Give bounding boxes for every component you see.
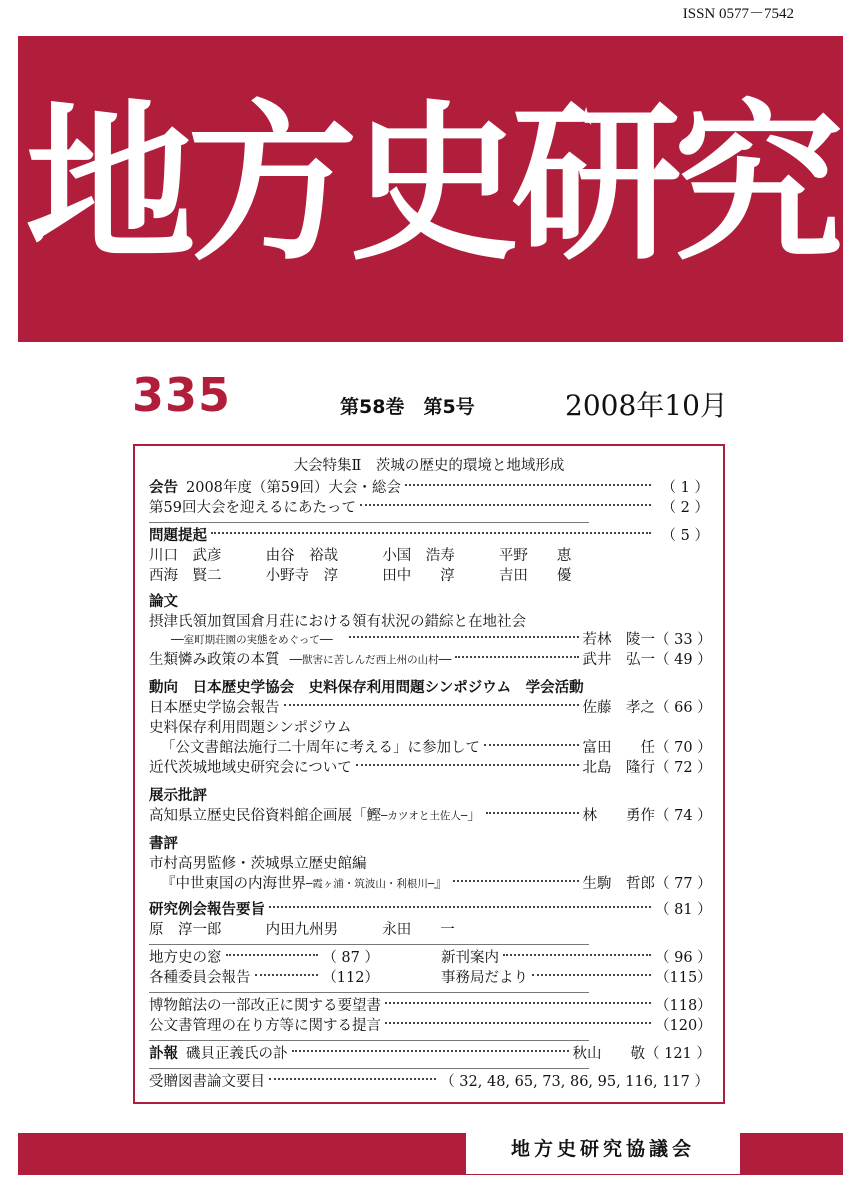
leader-dots xyxy=(484,744,579,746)
toc-entry xyxy=(149,612,709,632)
entry-subtitle: ─霞ヶ浦・筑波山・利根川─ xyxy=(306,878,435,890)
toc-entry xyxy=(149,1044,709,1064)
separator xyxy=(149,522,589,523)
misc-row xyxy=(149,948,712,968)
leader-dots xyxy=(255,974,319,976)
separator xyxy=(149,1068,589,1069)
entry-author: 秋山 敬 xyxy=(572,1046,645,1062)
leader-dots xyxy=(385,1022,651,1024)
page-number: （115） xyxy=(655,970,712,986)
issue-date: 2008年10月 xyxy=(565,389,728,422)
section-label: 書評 xyxy=(149,836,178,852)
page-number: （ 33 ） xyxy=(655,632,712,648)
section-label: 訃報 xyxy=(149,1046,178,1062)
leader-dots xyxy=(503,954,651,956)
author-row xyxy=(149,920,709,940)
toc-entry xyxy=(441,948,712,968)
section-label: 論文 xyxy=(149,594,178,610)
author-row xyxy=(149,566,709,586)
entry-title: 新刊案内 xyxy=(441,950,499,966)
entry-title: 博物館法の一部改正に関する要望書 xyxy=(149,998,381,1014)
entry-title: 近代茨城地域史研究会について xyxy=(149,760,352,776)
section-label: 展示批評 xyxy=(149,788,207,804)
toc-entry xyxy=(441,968,712,988)
separator xyxy=(149,1040,589,1041)
issue-number: 335 xyxy=(132,368,232,422)
page-number: （ 81 ） xyxy=(655,902,712,918)
section-label: 会告 xyxy=(149,480,178,496)
toc-entry xyxy=(149,854,709,874)
leader-dots xyxy=(453,880,579,882)
leader-dots xyxy=(226,954,319,956)
entry-subtitle: ─カツオと土佐人─ xyxy=(381,810,468,822)
entry-title: 市村高男監修・茨城県立歴史館編 xyxy=(149,856,367,872)
leader-dots xyxy=(360,504,651,506)
page-number: （ 96 ） xyxy=(655,950,712,966)
entry-author: 北島 隆行 xyxy=(582,760,655,776)
entry-title: 生類憐み政策の本質 xyxy=(149,652,280,668)
entry-title: 高知県立歴史民俗資料館企画展「鰹 xyxy=(149,808,381,824)
entry-title: 史料保存利用問題シンポジウム xyxy=(149,720,352,736)
leader-dots xyxy=(356,764,579,766)
special-heading xyxy=(149,456,709,476)
entry-subtitle: ──室町期荘園の実態をめぐって── xyxy=(171,634,333,646)
page-number: （ 121 ） xyxy=(645,1046,711,1062)
toc-entry xyxy=(149,478,709,498)
toc-entry xyxy=(149,698,712,718)
entry-author: 武井 弘一 xyxy=(582,652,655,668)
toc-entry xyxy=(149,718,709,738)
entry-title: 日本歴史学協会報告 xyxy=(149,700,280,716)
entry-title: 事務局だより xyxy=(441,970,528,986)
entry-author: 生駒 哲郎 xyxy=(582,876,655,892)
entry-title: 磯貝正義氏の訃 xyxy=(186,1046,288,1062)
section-label: 問題提起 xyxy=(149,528,207,544)
section-label-row xyxy=(149,678,709,698)
page-number: （ 72 ） xyxy=(655,760,712,776)
toc-entry xyxy=(149,968,379,988)
volume-number: 第58巻 第5号 xyxy=(340,396,475,418)
page-number: （ 5 ） xyxy=(661,528,709,544)
table-of-contents xyxy=(133,444,725,1104)
toc-entry xyxy=(149,758,712,778)
page-number: （ 2 ） xyxy=(661,500,709,516)
author-name: 永田 一 xyxy=(382,922,455,938)
page-number: （ 87 ） xyxy=(322,950,379,966)
entry-title-close: 」 xyxy=(467,808,482,824)
entry-author: 若林 陵一 xyxy=(582,632,655,648)
author-name: 平野 恵 xyxy=(498,548,572,564)
page-numbers: （ 32, 48, 65, 73, 86, 95, 116, 117 ） xyxy=(440,1074,709,1090)
leader-dots xyxy=(532,974,651,976)
author-name: 由谷 裕哉 xyxy=(265,548,339,564)
leader-dots xyxy=(385,1002,651,1004)
author-name: 小野寺 淳 xyxy=(265,568,339,584)
entry-title: 2008年度（第59回）大会・総会 xyxy=(186,480,401,496)
page-number: （120） xyxy=(655,1018,712,1034)
toc-entry xyxy=(149,1016,712,1036)
toc-entry xyxy=(149,874,712,894)
section-heading: 日本歴史学協会 史料保存利用問題シンポジウム 学会活動 xyxy=(192,680,584,696)
special-heading-text: 大会特集Ⅱ 茨城の歴史的環境と地域形成 xyxy=(293,458,565,474)
separator xyxy=(149,992,589,993)
page-number: （ 1 ） xyxy=(661,480,709,496)
toc-entry xyxy=(149,1072,709,1092)
separator xyxy=(149,944,589,945)
entry-author: 富田 任 xyxy=(582,740,655,756)
leader-dots xyxy=(349,636,579,638)
page-number: （ 66 ） xyxy=(655,700,712,716)
leader-dots xyxy=(211,532,651,534)
page-number: （ 74 ） xyxy=(655,808,712,824)
toc-entry xyxy=(149,526,709,546)
page-number: （ 70 ） xyxy=(655,740,712,756)
section-label: 研究例会報告要旨 xyxy=(149,902,265,918)
page-number: （ 77 ） xyxy=(655,876,712,892)
entry-author: 林 勇作 xyxy=(582,808,655,824)
leader-dots xyxy=(269,906,651,908)
page-number: （118） xyxy=(655,998,712,1014)
journal-title: 地方史研究 xyxy=(25,84,836,284)
section-label-row xyxy=(149,592,709,612)
section-label-row xyxy=(149,786,709,806)
leader-dots xyxy=(284,704,579,706)
misc-row xyxy=(149,968,712,988)
title-banner xyxy=(18,36,843,342)
entry-author: 佐藤 孝之 xyxy=(582,700,655,716)
entry-title: 公文書管理の在り方等に関する提言 xyxy=(149,1018,381,1034)
entry-title: 『中世東国の内海世界 xyxy=(161,876,306,892)
author-name: 西海 賢二 xyxy=(149,568,222,584)
toc-entry xyxy=(149,996,712,1016)
author-name: 田中 淳 xyxy=(382,568,455,584)
toc-entry xyxy=(149,630,712,650)
leader-dots xyxy=(486,812,579,814)
toc-entry xyxy=(149,738,712,758)
entry-title: 各種委員会報告 xyxy=(149,970,251,986)
toc-entry xyxy=(149,650,712,670)
issn-number: ISSN 0577－7542 xyxy=(682,6,794,22)
entry-title: 摂津氏領加賀国倉月荘における領有状況の錯綜と在地社会 xyxy=(149,614,526,630)
entry-title: 受贈図書論文要目 xyxy=(149,1074,265,1090)
leader-dots xyxy=(292,1050,569,1052)
toc-entry xyxy=(149,900,712,920)
author-row xyxy=(149,546,709,566)
author-name: 原 淳一郎 xyxy=(149,922,222,938)
entry-subtitle: 「公文書館法施行二十周年に考える」に参加して xyxy=(161,740,480,756)
entry-title: 地方史の窓 xyxy=(149,950,222,966)
entry-title-close: 』 xyxy=(434,876,449,892)
author-name: 吉田 優 xyxy=(498,568,572,584)
author-name: 内田九州男 xyxy=(265,922,339,938)
leader-dots xyxy=(269,1078,436,1080)
author-name: 小国 浩寿 xyxy=(382,548,455,564)
leader-dots xyxy=(405,484,651,486)
leader-dots xyxy=(455,656,578,658)
section-label: 動向 xyxy=(149,680,178,696)
page-number: （ 49 ） xyxy=(655,652,712,668)
section-label-row xyxy=(149,834,709,854)
author-name: 川口 武彦 xyxy=(149,548,222,564)
page-number: （112） xyxy=(322,970,379,986)
toc-entry xyxy=(149,948,379,968)
toc-entry xyxy=(149,498,709,518)
entry-subtitle: ──獣害に苦しんだ西上州の山村── xyxy=(289,654,452,666)
toc-entry xyxy=(149,806,712,826)
publisher-name: 地方史研究協議会 xyxy=(466,1124,740,1174)
entry-title: 第59回大会を迎えるにあたって xyxy=(149,500,356,516)
